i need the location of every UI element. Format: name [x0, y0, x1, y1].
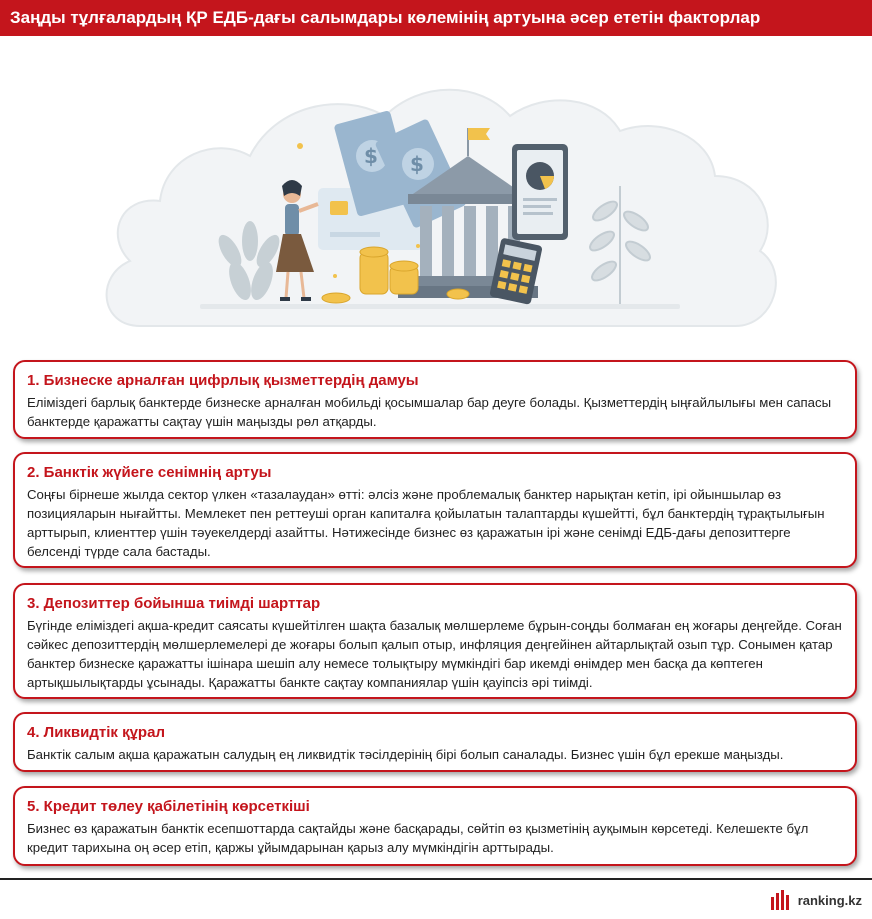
factor-title: 4. Ликвидтік құрал	[27, 724, 165, 741]
factor-text: Еліміздегі барлық банктерде бизнеске арналған мобильді қосымшалар бар деуге болады. Қызметтердің ыңғайлылығы мен сапасы банктерде қаражатты сақтау үшін маңызды рөл атқарды.	[27, 395, 832, 429]
hero-illustration	[0, 36, 872, 346]
factor-card-3	[13, 583, 857, 699]
footer-divider	[0, 878, 872, 880]
svg-text:$: $	[364, 144, 378, 168]
bank-illustration	[0, 36, 872, 346]
factor-card-2	[13, 452, 857, 568]
factor-card-5	[13, 786, 857, 866]
factor-text: Соңғы бірнеше жылда сектор үлкен «тазалаудан» өтті: әлсіз және проблемалық банктер нарықтан кетіп, ірі ойыншылар өз позицияларын нығайтты. Мемлекет пен реттеуші орган капиталға қойылатын талаптарды күшейтті, бұл банктердің тұрақтылығын арттырып, клиенттер үшін тәуекелдерді азайтты. Нәтижесінде бизнес өз қаражатын ірі және сенімді ЕДБ-дағы депозиттерге белсенді түрде сала бастады.	[27, 487, 825, 559]
bar-chart-logo-icon	[770, 889, 792, 911]
tablet-chart-icon	[512, 144, 568, 240]
factor-text: Банктік салым ақша қаражатын салудың ең ликвидтік тәсілдерінің бірі болып саналады. Бизнес үшін бұл ерекше маңызды.	[27, 747, 784, 762]
ranking-logo	[770, 888, 862, 912]
factor-text: Бүгінде еліміздегі ақша-кредит саясаты күшейтілген шақта базалық мөлшерлеме бұрын-соңды болмаған ең жоғары деңгейде. Соған сәйкес депозиттердің мөлшерлемелері де жоғары болып қалып отыр, инфляция деңгейінен айтарлықтай озып тұр. Сонымен қатар банктер бизнеске қаражатты ішінара шешіп алу немесе толықтыру мүмкіндігі бар икемді өнімдер мен басқа да көптеген артықшылықтарды ұсынады. Қаражатты банкте сақтау компаниялар үшін қауіпсіз әрі тиімді.	[27, 618, 842, 690]
logo-text: ranking.kz	[797, 892, 862, 908]
factor-title: 5. Кредит төлеу қабілетінің көрсеткіші	[27, 798, 310, 815]
factor-title: 1. Бизнеске арналған цифрлық қызметтердің дамуы	[27, 372, 419, 389]
factor-title: 2. Банктік жүйеге сенімнің артуы	[27, 464, 272, 481]
factor-title: 3. Депозиттер бойынша тиімді шарттар	[27, 595, 321, 612]
factor-card-1	[13, 360, 857, 439]
factor-card-4	[13, 712, 857, 772]
factor-text: Бизнес өз қаражатын банктік есепшоттарда сақтайды және басқарады, сөйтіп өз қызметінің ауқымын көрсетеді. Келешекте бұл кредит тарихына оң әсер етіп, қаржы ұйымдарынан қарыз алу мүмкіндігін арттырады.	[27, 821, 809, 855]
page-title: Заңды тұлғалардың ҚР ЕДБ-дағы салымдары көлемінің артуына әсер ететін факторлар	[0, 0, 872, 36]
svg-text:$: $	[410, 152, 424, 176]
